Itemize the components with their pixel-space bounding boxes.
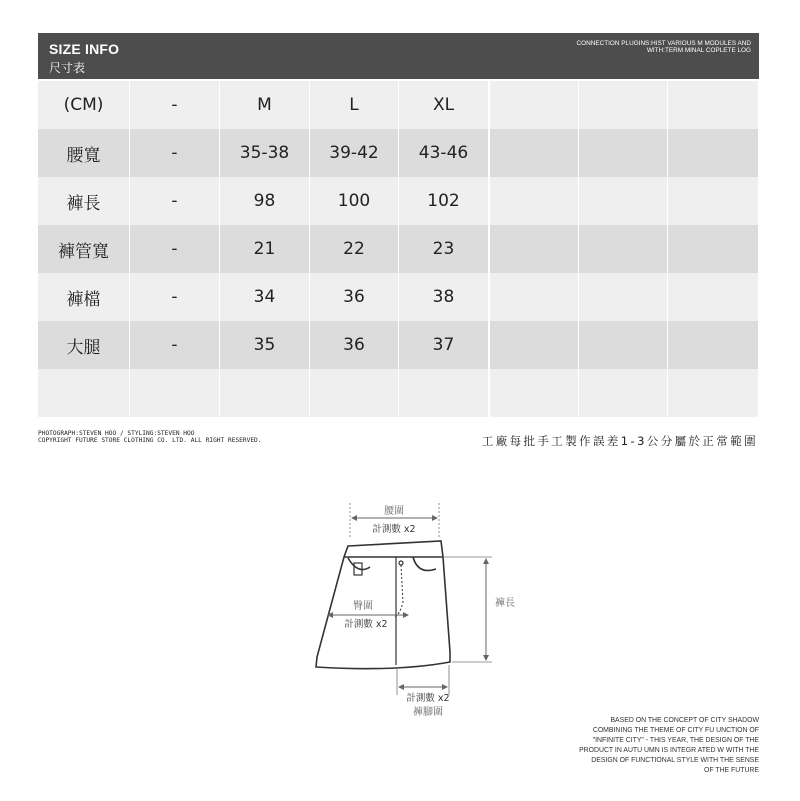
table-cell [489, 177, 579, 225]
length-measure [444, 557, 518, 662]
credits-line2: COPYRIGHT FUTURE STORE CLOTHING CO. LTD. ALL RIGHT RESERVED. [38, 437, 262, 444]
table-cell [220, 369, 310, 417]
table-cell [38, 369, 130, 417]
table-cell: 22 [310, 225, 399, 273]
waist-label: 腰圍 [384, 506, 404, 517]
table-row [38, 369, 759, 417]
table-cell [579, 177, 668, 225]
table-cell: 大腿 [38, 321, 130, 369]
table-cell [489, 129, 579, 177]
size-info-title: SIZE INFO [49, 41, 120, 57]
table-cell: 23 [399, 225, 489, 273]
blurb-line: "INFINITE CITY" - THIS YEAR, THE DESIGN OF THE [592, 737, 759, 744]
table-cell: 43-46 [399, 129, 489, 177]
table-cell: 98 [220, 177, 310, 225]
skirt-measurement-diagram [300, 497, 520, 722]
table-cell: 36 [310, 273, 399, 321]
table-row [38, 177, 759, 225]
blurb-line: BASED ON THE CONCEPT OF CITY SHADOW [610, 717, 759, 724]
table-cell: 腰寬 [38, 129, 130, 177]
table-cell: (CM) [38, 81, 130, 129]
table-cell [579, 321, 668, 369]
hem-label: 褲腳圍 [413, 707, 443, 718]
table-cell [668, 129, 758, 177]
table-row [38, 273, 759, 321]
blurb-line: PRODUCT IN AUTU UMN IS INTEGR ATED W WITH THE [579, 747, 759, 754]
table-cell [579, 129, 668, 177]
size-chart-title-zh: 尺寸表 [49, 61, 86, 75]
table-cell: - [130, 273, 220, 321]
header-tagline [577, 40, 751, 54]
table-cell [489, 273, 579, 321]
table-cell: 21 [220, 225, 310, 273]
waist-count-label: 計測數 x2 [372, 524, 416, 535]
table-cell [489, 369, 579, 417]
hem-count-label: 計測數 x2 [406, 693, 450, 704]
table-cell: XL [399, 81, 489, 129]
credits-line1: PHOTOGRAPH:STEVEN HOO / STYLING:STEVEN HOO [38, 430, 195, 437]
blurb-line: OF THE FUTURE [704, 767, 759, 774]
table-cell [579, 225, 668, 273]
hem-measure [397, 665, 450, 718]
table-cell: 褲長 [38, 177, 130, 225]
tolerance-note: 工廠每批手工製作誤差1-3公分屬於正常範圍 [481, 434, 758, 448]
concept-blurb [579, 716, 759, 776]
table-cell: - [130, 129, 220, 177]
table-cell [489, 321, 579, 369]
table-cell [668, 225, 758, 273]
blurb-line: COMBINING THE THEME OF CITY FU UNCTION OF [592, 727, 759, 734]
table-cell [130, 369, 220, 417]
photo-credits [38, 430, 262, 444]
hip-label: 臀圍 [353, 601, 373, 612]
table-cell: 102 [399, 177, 489, 225]
table-cell: 褲管寬 [38, 225, 130, 273]
table-cell: 36 [310, 321, 399, 369]
table-cell: 38 [399, 273, 489, 321]
table-cell [489, 225, 579, 273]
table-row [38, 81, 759, 129]
blurb-line: DESIGN OF FUNCTIONAL STYLE WITH THE SENSE [591, 757, 759, 764]
table-row [38, 225, 759, 273]
table-cell [489, 81, 579, 129]
table-cell [668, 177, 758, 225]
table-cell [579, 81, 668, 129]
header-tagline-line2: WITH:TERM MINAL COPLETE LOG [646, 47, 751, 54]
table-cell [579, 273, 668, 321]
table-cell [579, 369, 668, 417]
table-cell: 褲檔 [38, 273, 130, 321]
table-cell: 37 [399, 321, 489, 369]
size-table [38, 81, 759, 417]
table-cell: - [130, 225, 220, 273]
table-cell: - [130, 81, 220, 129]
table-cell [399, 369, 489, 417]
length-label: 褲長 [495, 598, 515, 609]
skirt-outline [316, 541, 450, 669]
table-cell: 35-38 [220, 129, 310, 177]
table-row [38, 321, 759, 369]
table-cell: 34 [220, 273, 310, 321]
table-cell: 39-42 [310, 129, 399, 177]
size-info-header [38, 33, 759, 79]
table-cell: - [130, 177, 220, 225]
table-cell [668, 321, 758, 369]
table-cell: M [220, 81, 310, 129]
table-cell [668, 369, 758, 417]
waist-measure [350, 503, 439, 539]
table-cell: 100 [310, 177, 399, 225]
table-cell [310, 369, 399, 417]
table-cell: - [130, 321, 220, 369]
table-cell: 35 [220, 321, 310, 369]
header-tagline-line1: CONNECTION PLUGINS:HIST VARIOUS M MODULES AND [576, 40, 751, 47]
table-cell [668, 273, 758, 321]
table-cell: L [310, 81, 399, 129]
hip-count-label: 計測數 x2 [344, 619, 388, 630]
table-cell [668, 81, 758, 129]
table-row [38, 129, 759, 177]
